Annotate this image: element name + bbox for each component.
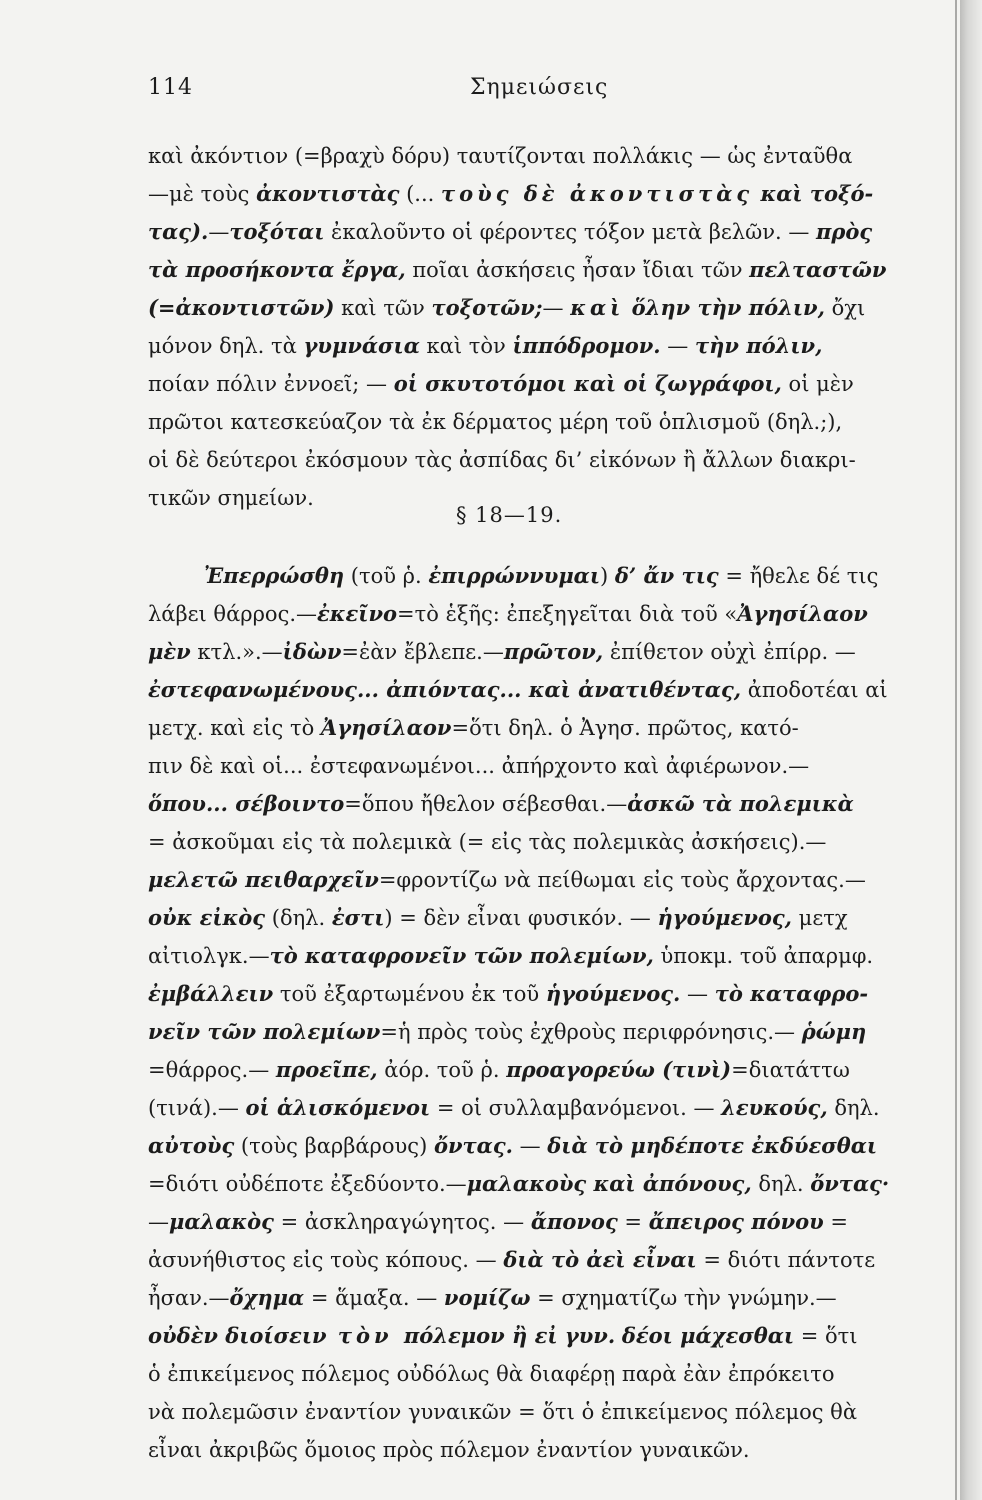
text-line: =θάρρος.— προεῖπε, ἀόρ. τοῦ ῥ. προαγορεύω (τινὶ)=διατάττω — [148, 1057, 850, 1082]
text-line: ἦσαν.—ὄχημα = ἅμαξα. — νομίζω = σχηματίζω τὴν γνώμην.— — [148, 1285, 837, 1310]
running-title: Σημειώσεις — [470, 75, 609, 100]
text-line: μελετῶ πειθαρχεῖν=φροντίζω νὰ πείθωμαι εἰς τοὺς ἄρχοντας.— — [148, 867, 866, 892]
text-line: μὲν κτλ.».—ἰδὼν=ἐὰν ἔβλεπε.—πρῶτον, ἐπίθετον οὐχὶ ἐπίρρ. — — [148, 639, 856, 664]
text-line: μόνον δηλ. τὰ γυμνάσια καὶ τὸν ἱππόδρομον. — τὴν πόλιν, — [148, 333, 823, 358]
text-line: τας).—τοξόται ἐκαλοῦντο οἱ φέροντες τόξον μετὰ βελῶν. — πρὸς — [148, 219, 873, 244]
text-line: νὰ πολεμῶσιν ἐναντίον γυναικῶν = ὅτι ὁ ἐπικείμενος πόλεμος θὰ — [148, 1400, 858, 1424]
text-line: αἰτιολγκ.—τὸ καταφρονεῖν τῶν πολεμίων, ὑποκμ. τοῦ ἀπαρμφ. — [148, 943, 874, 968]
text-line: καὶ ἀκόντιον (=βραχὺ δόρυ) ταυτίζονται πολλάκις — ὡς ἐνταῦθα — [148, 144, 853, 168]
page-number: 114 — [148, 75, 193, 100]
text-line: πρῶτοι κατεσκεύαζον τὰ ἐκ δέρματος μέρη τοῦ ὁπλισμοῦ (δηλ.;), — [148, 410, 843, 434]
text-line: (τινά).— οἱ ἁλισκόμενοι = οἱ συλλαμβανόμενοι. — λευκούς, δηλ. — [148, 1095, 880, 1120]
text-line: τικῶν σημείων. — [148, 486, 314, 510]
text-line: —μαλακὸς = ἀσκληραγώγητος. — ἄπονος = ἄπειρος πόνου = — [148, 1209, 849, 1234]
text-line: ἀσυνήθιστος εἰς τοὺς κόπους. — διὰ τὸ ἀεὶ εἶναι = διότι πάντοτε — [148, 1247, 876, 1272]
text-line: Ἐπερρώσθη (τοῦ ῥ. ἐπιρρώννυμαι) δ’ ἄν τις = ἤθελε δέ τις — [204, 563, 879, 588]
text-line: λάβει θάρρος.—ἐκεῖνο=τὸ ἑξῆς: ἐπεξηγεῖται διὰ τοῦ «Ἀγησίλαον — [148, 601, 868, 626]
text-line: ἐμβάλλειν τοῦ ἐξαρτωμένου ἐκ τοῦ ἡγούμενος. — τὸ καταφρο- — [148, 981, 869, 1006]
page-edge — [960, 0, 982, 1500]
text-line: οἱ δὲ δεύτεροι ἐκόσμουν τὰς ἀσπίδας δι’ εἰκόνων ἢ ἄλλων διακρι- — [148, 448, 856, 472]
text-line: ὁ ἐπικείμενος πόλεμος οὐδόλως θὰ διαφέρῃ παρὰ ἐὰν ἐπρόκειτο — [148, 1362, 835, 1386]
text-line: πιν δὲ καὶ οἱ... ἐστεφανωμένοι... ἀπήρχοντο καὶ ἀφιέρωνον.— — [148, 754, 810, 778]
text-line: (=ἀκοντιστῶν) καὶ τῶν τοξοτῶν;— καὶ ὅλην τὴν πόλιν, ὄχι — [148, 295, 866, 320]
text-line: —μὲ τοὺς ἀκοντιστὰς (... τοὺς δὲ ἀκοντιστὰς καὶ τοξό- — [148, 181, 874, 206]
text-line: ποίαν πόλιν ἐννοεῖ; — οἱ σκυτοτόμοι καὶ οἱ ζωγράφοι, οἱ μὲν — [148, 371, 854, 396]
text-line: =διότι οὐδέποτε ἐξεδύοντο.—μαλακοὺς καὶ ἀπόνους, δηλ. ὄντας· — [148, 1171, 890, 1196]
text-line: ὅπου... σέβοιντο=ὅπου ἤθελον σέβεσθαι.—ἀσκῶ τὰ πολεμικὰ — [148, 791, 854, 816]
text-line: ἐστεφανωμένους... ἀπιόντας... καὶ ἀνατιθέντας, ἀποδοτέαι αἱ — [148, 677, 888, 702]
text-line: τὰ προσήκοντα ἔργα, ποῖαι ἀσκήσεις ἦσαν ἴδιαι τῶν πελταστῶν — [148, 257, 887, 282]
text-line: νεῖν τῶν πολεμίων=ἡ πρὸς τοὺς ἐχθροὺς περιφρόνησις.— ῥώμη — [148, 1019, 867, 1044]
text-line: οὐδὲν διοίσειν τὸν πόλεμον ἢ εἰ γυν. δέοι μάχεσθαι = ὅτι — [148, 1323, 858, 1348]
section-heading: § 18—19. — [456, 503, 563, 527]
text-line: μετχ. καὶ εἰς τὸ Ἀγησίλαον=ὅτι δηλ. ὁ Ἀγησ. πρῶτος, κατό- — [148, 715, 799, 740]
text-line: εἶναι ἀκριβῶς ὅμοιος πρὸς πόλεμον ἐναντίον γυναικῶν. — [148, 1438, 750, 1462]
text-line: = ἀσκοῦμαι εἰς τὰ πολεμικὰ (= εἰς τὰς πολεμικὰς ἀσκήσεις).— — [148, 830, 827, 854]
text-line: οὐκ εἰκὸς (δηλ. ἐστι) = δὲν εἶναι φυσικόν. — ἡγούμενος, μετχ — [148, 905, 848, 930]
page-gutter-line — [955, 0, 957, 1500]
text-line: αὐτοὺς (τοὺς βαρβάρους) ὄντας. — διὰ τὸ μηδέποτε ἐκδύεσθαι — [148, 1133, 878, 1158]
